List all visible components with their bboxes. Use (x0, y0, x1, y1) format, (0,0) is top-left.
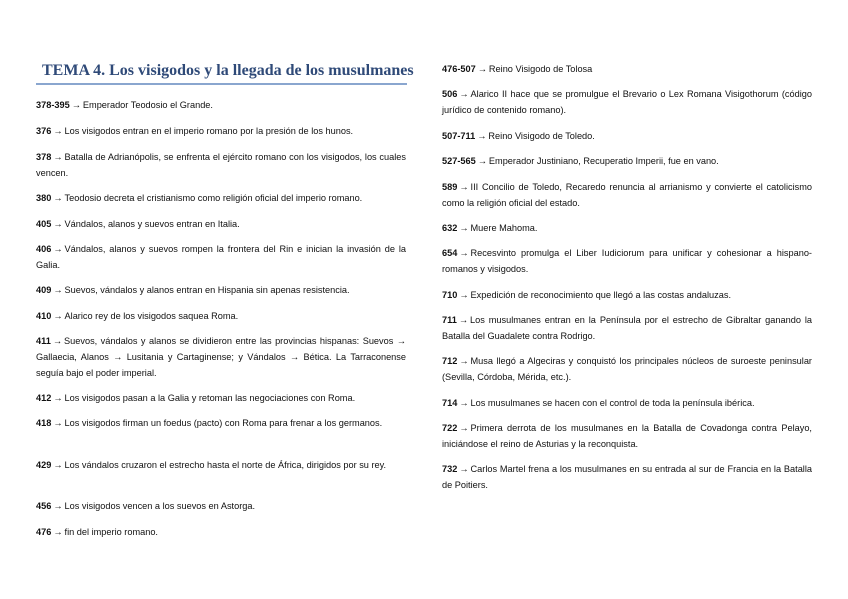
timeline-entry: 406 → Vándalos, alanos y suevos rompen la frontera del Rin e inician la invasión de la Galia. (36, 244, 406, 270)
timeline-entry: 722 → Primera derrota de los musulmanes en la Batalla de Covadonga contra Pelayo, iniciándose el reino de Asturias y la reconquista. (442, 423, 812, 449)
timeline-entry: 411 → Suevos, vándalos y alanos se dividieron entre las provincias hispanas: Suevos → Gallaecia, Alanos → Lusitania y Cartaginense; y Vándalos → Bética. La Tarraconense seguía bajo el poder imperial. (36, 336, 406, 378)
timeline-entry: 409 → Suevos, vándalos y alanos entran en Hispania sin apenas resistencia. (36, 285, 350, 295)
timeline-entry: 654 → Recesvinto promulga el Liber Iudiciorum para unificar y cohesionar a hispano-romanos y visigodos. (442, 248, 812, 274)
timeline-entry: 527-565 → Emperador Justiniano, Recuperatio Imperii, fue en vano. (442, 156, 719, 166)
timeline-entry: 710 → Expedición de reconocimiento que llegó a las costas andaluzas. (442, 290, 732, 300)
timeline-entry: 380 → Teodosio decreta el cristianismo como religión oficial del imperio romano. (36, 193, 363, 203)
timeline-entry: 429 → Los vándalos cruzaron el estrecho hasta el norte de África, dirigidos por su rey. (36, 460, 387, 470)
timeline-entry: 714 → Los musulmanes se hacen con el control de toda la península ibérica. (442, 398, 755, 408)
timeline-entry: 376 → Los visigodos entran en el imperio romano por la presión de los hunos. (36, 126, 354, 136)
title-underline (36, 83, 407, 85)
timeline-entry: 476 → fin del imperio romano. (36, 527, 158, 537)
timeline-entry: 378 → Batalla de Adrianópolis, se enfrenta el ejército romano con los visigodos, los cuales vencen. (36, 152, 406, 178)
timeline-entry: 589 → III Concilio de Toledo, Recaredo renuncia al arrianismo y convierte el catolicismo como la religión oficial del estado. (442, 182, 812, 208)
timeline-entry: 418 → Los visigodos firman un foedus (pacto) con Roma para frenar a los germanos. (36, 418, 383, 428)
timeline-entry: 506 → Alarico II hace que se promulgue el Brevario o Lex Romana Visigothorum (código jurídico de contenido romano). (442, 89, 812, 115)
timeline-entry: 412 → Los visigodos pasan a la Galia y retoman las negociaciones con Roma. (36, 393, 356, 403)
timeline-entry: 405 → Vándalos, alanos y suevos entran en Italia. (36, 219, 240, 229)
timeline-entry: 712 → Musa llegó a Algeciras y conquistó los principales núcleos de suroeste peninsular (Sevilla, Córdoba, Mérida, etc.). (442, 356, 812, 382)
timeline-entry: 632 → Muere Mahoma. (442, 223, 538, 233)
timeline-entry: 507-711 → Reino Visigodo de Toledo. (442, 131, 595, 141)
page-title: TEMA 4. Los visigodos y la llegada de los musulmanes (42, 62, 414, 79)
timeline-entry: 732 → Carlos Martel frena a los musulmanes en su entrada al sur de Francia en la Batalla de Poitiers. (442, 464, 812, 490)
timeline-entry: 410 → Alarico rey de los visigodos saquea Roma. (36, 311, 239, 321)
timeline-entry: 378-395 → Emperador Teodosio el Grande. (36, 100, 213, 110)
timeline-entry: 456 → Los visigodos vencen a los suevos en Astorga. (36, 501, 256, 511)
timeline-entry: 711 → Los musulmanes entran en la Península por el estrecho de Gibraltar ganando la Batalla del Guadalete contra Rodrigo. (442, 315, 812, 341)
timeline-entry: 476-507 → Reino Visigodo de Tolosa (442, 64, 593, 74)
